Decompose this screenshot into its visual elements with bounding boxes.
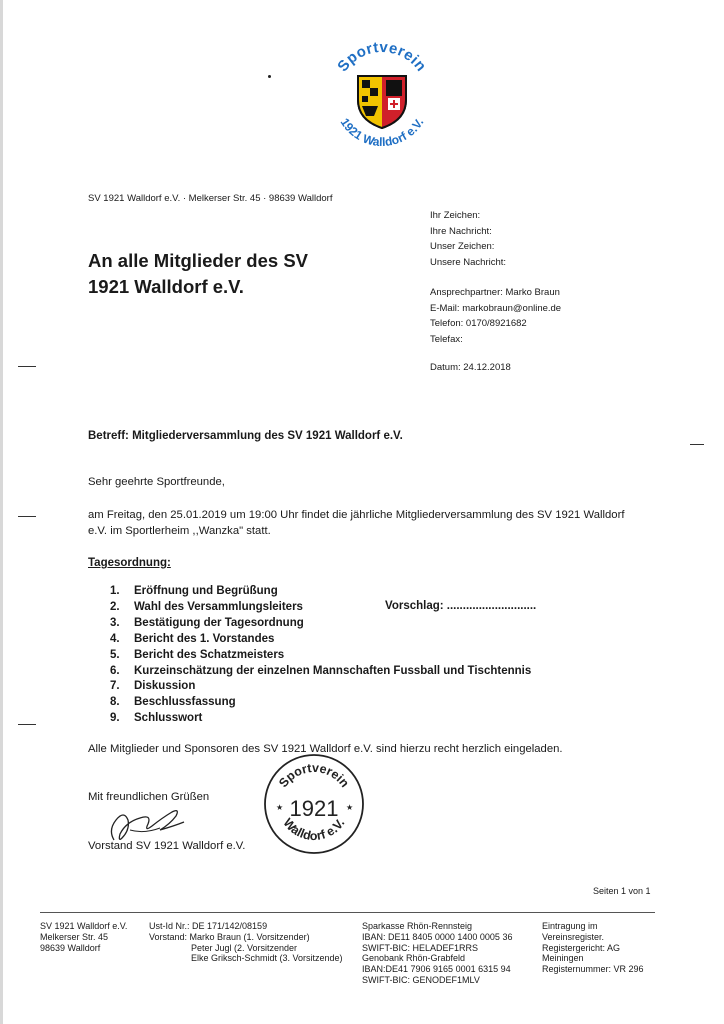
footer-divider (40, 912, 655, 913)
footer-text: Ust-Id Nr.: DE 171/142/08159 (149, 921, 268, 931)
agenda-item (110, 632, 531, 648)
agenda-item (110, 711, 531, 727)
agenda-item-number: 4. (110, 632, 120, 645)
agenda-item-number: 6. (110, 664, 120, 677)
reference-box (430, 208, 561, 376)
agenda-item (110, 616, 531, 632)
agenda-item-text: Wahl des Versammlungsleiters (134, 600, 303, 613)
stamp-arc-text: Sportverein (276, 760, 352, 791)
fold-mark (18, 724, 36, 725)
agenda-item (110, 584, 531, 600)
club-logo (322, 36, 442, 156)
stamp-lower-text: Walldorf e.V. (280, 815, 348, 844)
logo-lower-text: 1921 Walldorf e.V. (337, 115, 427, 150)
shield-icon (358, 76, 406, 128)
footer-text: Eintragung im (542, 921, 598, 931)
contact-person: Ansprechpartner: Marko Braun (430, 287, 560, 298)
footer-text: Registernummer: VR 296 (542, 964, 644, 975)
stamp-star-icon: ★ (346, 803, 354, 812)
footer-text: 98639 Walldorf (40, 942, 101, 953)
proposal-field: Vorschlag: ............................ (385, 600, 537, 612)
agenda-item (110, 695, 531, 711)
page-count: Seiten 1 von 1 (593, 886, 651, 896)
stamp-star-icon: ★ (276, 803, 284, 812)
footer-text: Sparkasse Rhön-Rennsteig (362, 921, 473, 931)
agenda-item-number: 8. (110, 696, 120, 709)
footer-text: SV 1921 Walldorf e.V. (40, 921, 128, 931)
footer-text: Registergericht: AG (542, 942, 621, 953)
stamp-year: 1921 (289, 796, 339, 821)
sender-line: SV 1921 Walldorf e.V. · Melkerser Str. 45 · 98639 Walldorf (88, 193, 333, 204)
footer-text: IBAN: DE11 8405 0000 1400 0005 36 (362, 931, 513, 942)
footer-board (149, 921, 343, 964)
footer-text: SWIFT-BIC: GENODEF1MLV (362, 974, 480, 985)
agenda-item-number: 2. (110, 600, 120, 613)
ihre-nachricht-field: Ihre Nachricht: (430, 225, 492, 237)
agenda-item-text: Bestätigung der Tagesordnung (134, 616, 304, 629)
ihr-zeichen-field: Ihr Zeichen: (430, 210, 481, 221)
agenda-item-number: 5. (110, 648, 120, 661)
agenda-item-text: Eröffnung und Begrüßung (134, 585, 278, 597)
agenda-item (110, 648, 531, 664)
agenda-item-number: 9. (110, 712, 120, 725)
title-line-2: 1921 Walldorf e.V. (88, 276, 244, 297)
unsere-nachricht-field: Unsere Nachricht: (430, 256, 507, 268)
svg-text:Sportverein (334, 39, 429, 75)
agenda-item-text: Beschlussfassung (134, 696, 236, 709)
footer-text: IBAN:DE41 7906 9165 0001 6315 94 (362, 964, 511, 975)
scan-mark (690, 444, 704, 445)
footer-text: Peter Jugl (2. Vorsitzender (191, 942, 298, 953)
footer-text: Elke Griksch-Schmidt (3. Vorsitzende) (191, 953, 343, 964)
agenda-item-number: 7. (110, 680, 120, 693)
closing-text: Mit freundlichen Grüßen (88, 791, 210, 803)
agenda-heading: Tagesordnung: (88, 557, 171, 569)
salutation: Sehr geehrte Sportfreunde, (88, 476, 225, 488)
subject-line: Betreff: Mitgliederversammlung des SV 1921 Walldorf e.V. (88, 430, 403, 442)
invitation-text: Alle Mitglieder und Sponsoren des SV 1921 Walldorf e.V. sind hierzu recht herzlich eingeladen. (88, 743, 563, 755)
footer-text: Genobank Rhön-Grabfeld (362, 953, 466, 964)
letter-title (88, 248, 308, 300)
agenda-item-text: Diskussion (134, 680, 196, 693)
scan-edge (0, 0, 3, 1024)
footer-bank (362, 921, 512, 986)
agenda-item-text: Bericht des Schatzmeisters (134, 648, 285, 661)
fold-mark (18, 366, 36, 367)
letter-date: Datum: 24.12.2018 (430, 362, 511, 373)
footer-address (40, 921, 127, 953)
contact-fax: Telefax: (430, 333, 463, 345)
agenda-item (110, 679, 531, 695)
footer-text: Meiningen (542, 953, 584, 964)
footer-text: Vorstand: Marko Braun (1. Vorsitzender) (149, 931, 310, 942)
scan-speck (268, 75, 271, 78)
svg-text:Sportverein (276, 761, 352, 790)
contact-phone: Telefon: 0170/8921682 (430, 318, 527, 329)
logo-arc-text: Sportverein (334, 38, 430, 76)
unser-zeichen-field: Unser Zeichen: (430, 241, 495, 252)
agenda-item-text: Kurzeinschätzung der einzelnen Mannschaften Fussball und Tischtennis (134, 664, 532, 677)
contact-email: E-Mail: markobraun@online.de (430, 302, 562, 314)
footer-text: SWIFT-BIC: HELADEF1RRS (362, 942, 479, 953)
title-line-1: An alle Mitglieder des SV (88, 250, 309, 271)
punch-mark (18, 516, 36, 517)
agenda-item-number: 3. (110, 616, 120, 629)
body-paragraph: am Freitag, den 25.01.2019 um 19:00 Uhr findet die jährliche Mitgliederversammlung des SV 1921 Walldorf e.V. im Sportlerheim ,,Wanzka" statt. (88, 509, 625, 537)
footer-text: Vereinsregister. (542, 931, 605, 942)
agenda-item-text: Schlusswort (134, 712, 203, 725)
footer-register (542, 921, 644, 975)
agenda-item-number: 1. (110, 585, 120, 597)
footer-text: Melkerser Str. 45 (40, 931, 109, 942)
agenda-item (110, 664, 531, 680)
club-stamp (262, 752, 366, 856)
agenda-item-text: Bericht des 1. Vorstandes (134, 632, 275, 645)
signature-line: Vorstand SV 1921 Walldorf e.V. (88, 840, 246, 852)
